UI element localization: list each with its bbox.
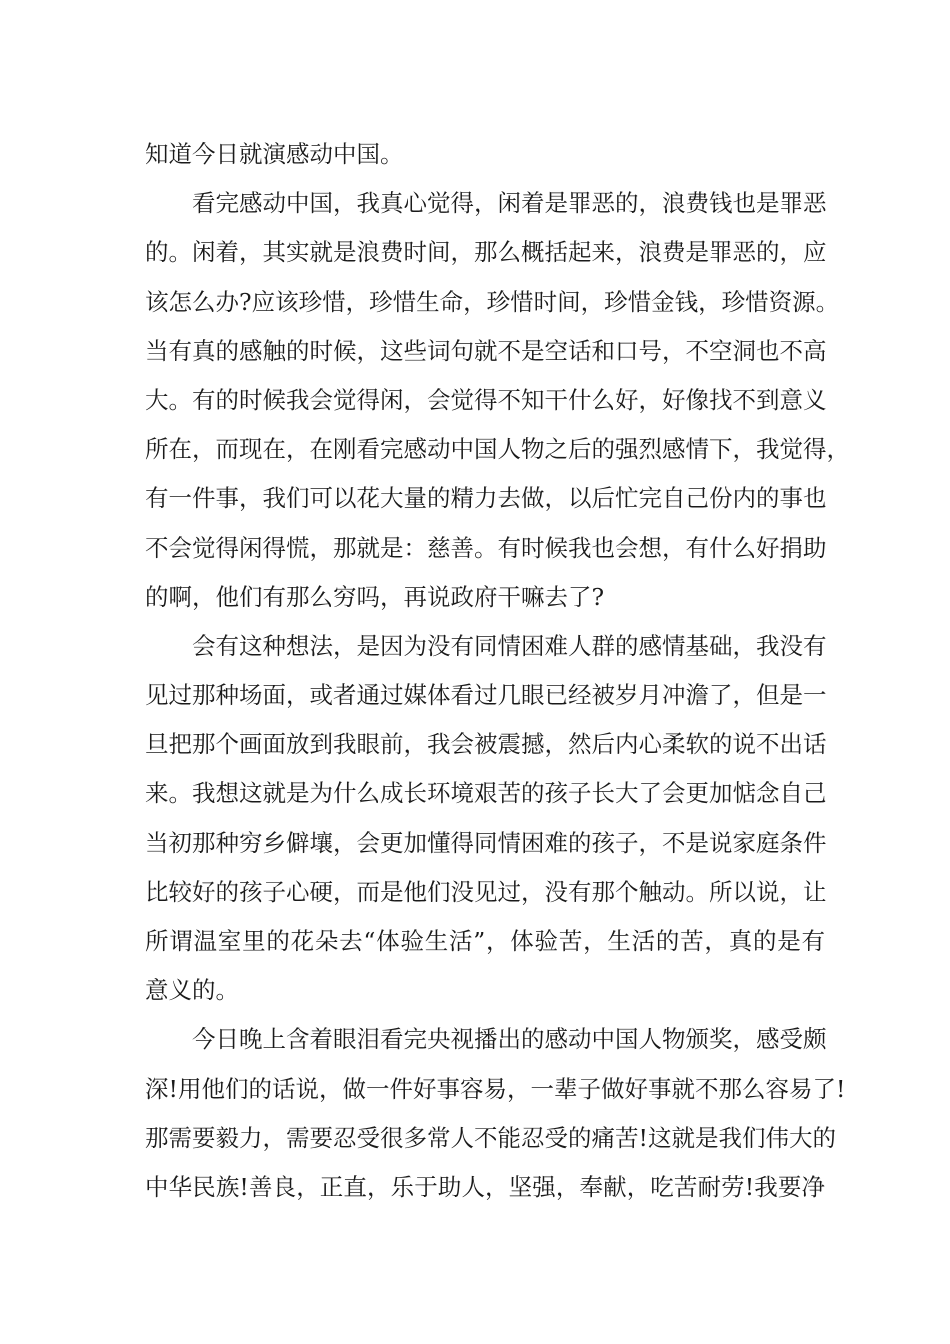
text-line: 有一件事，我们可以花大量的精力去做，以后忙完自己份内的事也 [145,484,827,513]
paragraph-first-line: 会有这种想法，是因为没有同情困难人群的感情基础，我没有 [192,631,827,660]
text-line: 意义的。 [145,976,239,1005]
text-line: 的啊，他们有那么穷吗，再说政府干嘛去了? [145,582,605,611]
text-line: 中华民族!善良，正直，乐于助人，坚强，奉献，吃苦耐劳!我要净 [145,1172,825,1201]
text-line: 的。闲着，其实就是浪费时间，那么概括起来，浪费是罪恶的，应 [145,238,827,267]
text-line: 大。有的时候我会觉得闲，会觉得不知干什么好，好像找不到意义 [145,385,827,414]
text-line: 当初那种穷乡僻壤，会更加懂得同情困难的孩子，不是说家庭条件 [145,828,827,857]
text-line: 见过那种场面，或者通过媒体看过几眼已经被岁月冲澹了，但是一 [145,681,827,710]
document-body [145,130,850,1212]
text-line: 旦把那个画面放到我眼前，我会被震撼，然后内心柔软的说不出话 [145,730,827,759]
text-line: 知道今日就演感动中国。 [145,140,404,168]
text-line: 深!用他们的话说，做一件好事容易，一辈子做好事就不那么容易了! [145,1074,846,1103]
paragraph-first-line: 看完感动中国，我真心觉得，闲着是罪恶的，浪费钱也是罪恶 [192,189,827,218]
text-line: 比较好的孩子心硬，而是他们没见过，没有那个触动。所以说，让 [145,877,827,906]
text-line: 所谓温室里的花朵去“体验生活”，体验苦，生活的苦，真的是有 [145,927,825,955]
text-line: 当有真的感触的时候，这些词句就不是空话和口号，不空洞也不高 [145,336,827,365]
paragraph-first-line: 今日晚上含着眼泪看完央视播出的感动中国人物颁奖，感受颇 [192,1025,827,1054]
text-line: 那需要毅力，需要忍受很多常人不能忍受的痛苦!这就是我们伟大的 [145,1123,836,1152]
text-line: 所在，而现在，在刚看完感动中国人物之后的强烈感情下，我觉得， [145,435,850,464]
text-line: 不会觉得闲得慌，那就是：慈善。有时候我也会想，有什么好捐助 [145,533,827,562]
text-line: 来。我想这就是为什么成长环境艰苦的孩子长大了会更加惦念自己 [145,779,827,808]
text-line: 该怎么办?应该珍惜，珍惜生命，珍惜时间，珍惜金钱，珍惜资源。 [145,287,840,316]
